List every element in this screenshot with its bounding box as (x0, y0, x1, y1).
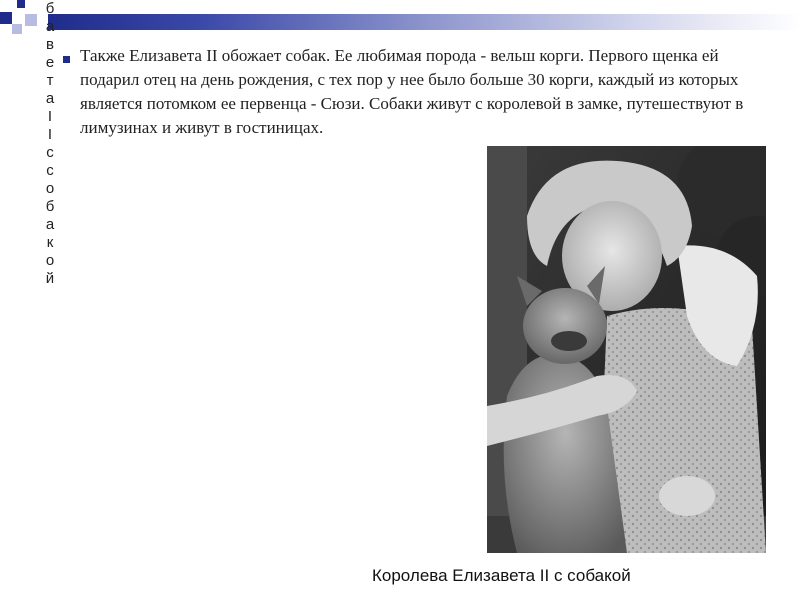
title-letter: й (45, 270, 55, 287)
bullet-marker (63, 56, 70, 63)
title-bar (48, 14, 800, 30)
photo-caption: Королева Елизавета II с собакой (372, 566, 631, 585)
title-letter: о (45, 180, 55, 197)
photo-queen-with-dog (487, 146, 766, 553)
body-text: Также Елизавета II обожает собак. Ее любимая порода - вельш корги. Первого щенка ей подарил отец на день рождения, с тех пор у нее было больше 30 корги, каждый из которых является потомком ее первенца - Сюзи. Собаки живут с королевой в замке, путешествуют в лимузинах и живут в гостиницах. (80, 46, 744, 137)
title-letter: а (45, 216, 55, 233)
title-letter: I (47, 126, 53, 143)
title-letter: а (45, 18, 55, 35)
title-letter: с (46, 162, 54, 179)
vertical-slide-title (40, 0, 60, 288)
title-letter: б (45, 0, 55, 17)
decor-square (12, 24, 22, 34)
title-letter: I (47, 108, 53, 125)
title-letter: с (46, 144, 54, 161)
title-letter: о (45, 252, 55, 269)
title-letter: в (46, 36, 54, 53)
title-letter: т (46, 72, 54, 89)
decor-square (25, 14, 37, 26)
title-letter: б (45, 198, 55, 215)
decor-square (17, 0, 25, 8)
decor-square (0, 12, 12, 24)
title-letter: а (45, 90, 55, 107)
title-letter: е (45, 54, 55, 71)
title-letter: к (46, 234, 54, 251)
